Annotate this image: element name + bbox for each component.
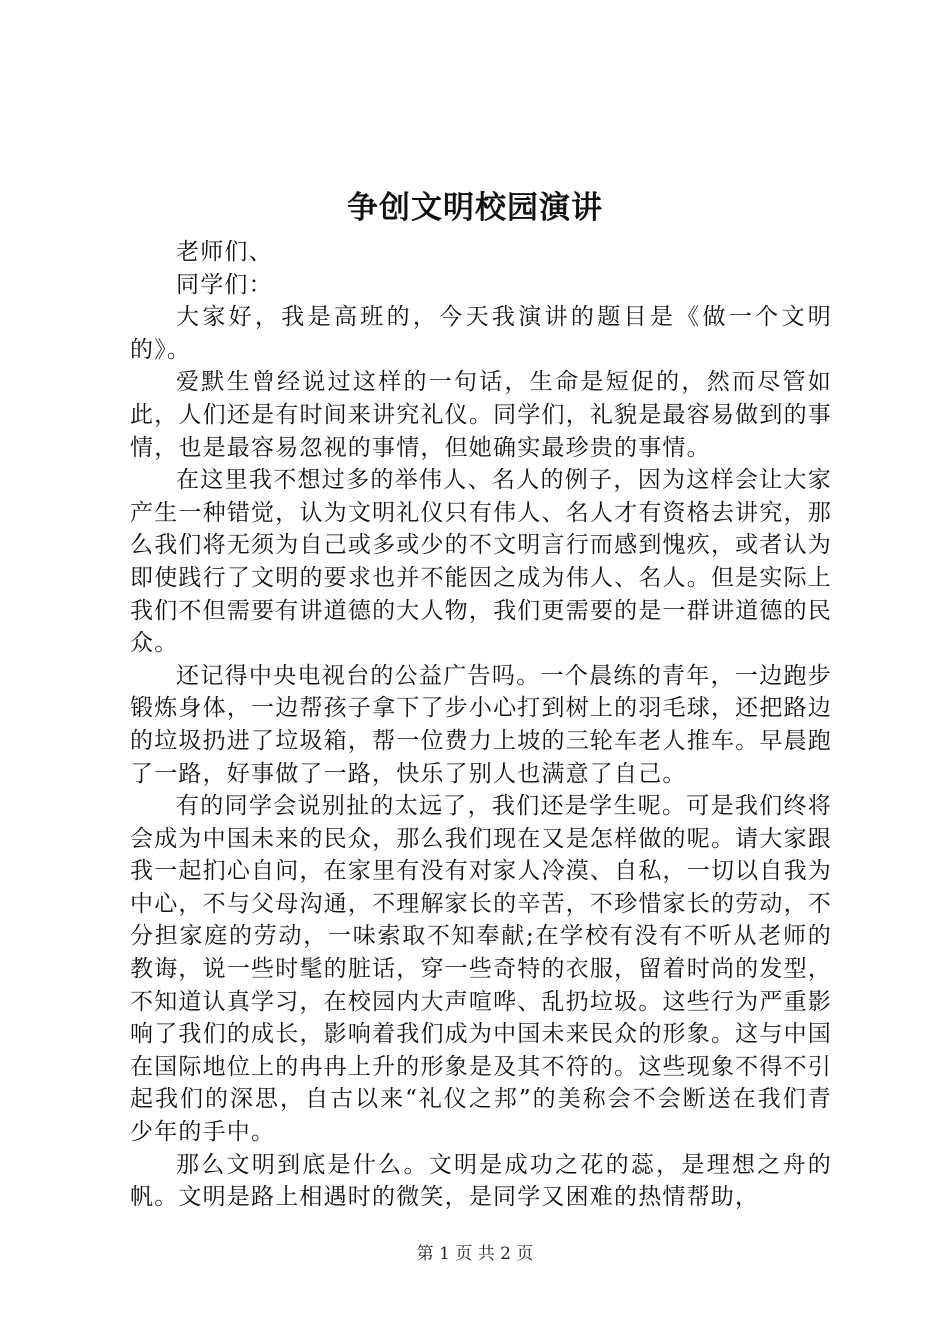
document-title: 争创文明校园演讲 <box>347 190 603 226</box>
document-body <box>130 236 832 1214</box>
paragraph-cctv-ad: 还记得中央电视台的公益广告吗。一个晨练的青年，一边跑步锻炼身体，一边帮孩子拿下了步小心打到树上的羽毛球，还把路边的垃圾扔进了垃圾箱，帮一位费力上坡的三轮车老人推车。早晨跑了一路，好事做了一路，快乐了别人也满意了自己。 <box>130 662 832 787</box>
paragraph-emerson: 爱默生曾经说过这样的一句话，生命是短促的，然而尽管如此，人们还是有时间来讲究礼仪。同学们，礼貌是最容易做到的事情，也是最容易忽视的事情，但她确实最珍贵的事情。 <box>130 369 832 461</box>
salutation-teachers: 老师们、 <box>176 239 273 265</box>
paragraph-great-people: 在这里我不想过多的举伟人、名人的例子，因为这样会让大家产生一种错觉，认为文明礼仪只有伟人、名人才有资格去讲究，那么我们将无须为自己或多或少的不文明言行而感到愧疚，或者认为即使践行了文明的要求也并不能因之成为伟人、名人。但是实际上我们不但需要有讲道德的大人物，我们更需要的是一群讲道德的民众。 <box>130 467 832 657</box>
paragraph-greeting: 大家好，我是高班的，今天我演讲的题目是《做一个文明的》。 <box>130 304 832 363</box>
paragraph-students-reflection: 有的同学会说别扯的太远了，我们还是学生呢。可是我们终将会成为中国未来的民众，那么我们现在又是怎样做的呢。请大家跟我一起扪心自问，在家里有没有对家人冷漠、自私，一切以自我为中心，不与父母沟通，不理解家长的辛苦，不珍惜家长的劳动，不分担家庭的劳动，一味索取不知奉献;在学校有没有不听从老师的教诲，说一些时髦的脏话，穿一些奇特的衣服，留着时尚的发型，不知道认真学习，在校园内大声喧哗、乱扔垃圾。这些行为严重影响了我们的成长，影响着我们成为中国未来民众的形象。这与中国在国际地位上的冉冉上升的形象是及其不符的。这些现象不得不引起我们的深思，自古以来“礼仪之邦”的美称会不会断送在我们青少年的手中。 <box>130 793 832 1146</box>
page-number-footer: 第 1 页 共 2 页 <box>416 1244 534 1264</box>
paragraph-what-is-civility: 那么文明到底是什么。文明是成功之花的蕊，是理想之舟的帆。文明是路上相遇时的微笑，是同学又困难的热情帮助， <box>130 1151 832 1211</box>
salutation-students: 同学们： <box>176 271 273 298</box>
